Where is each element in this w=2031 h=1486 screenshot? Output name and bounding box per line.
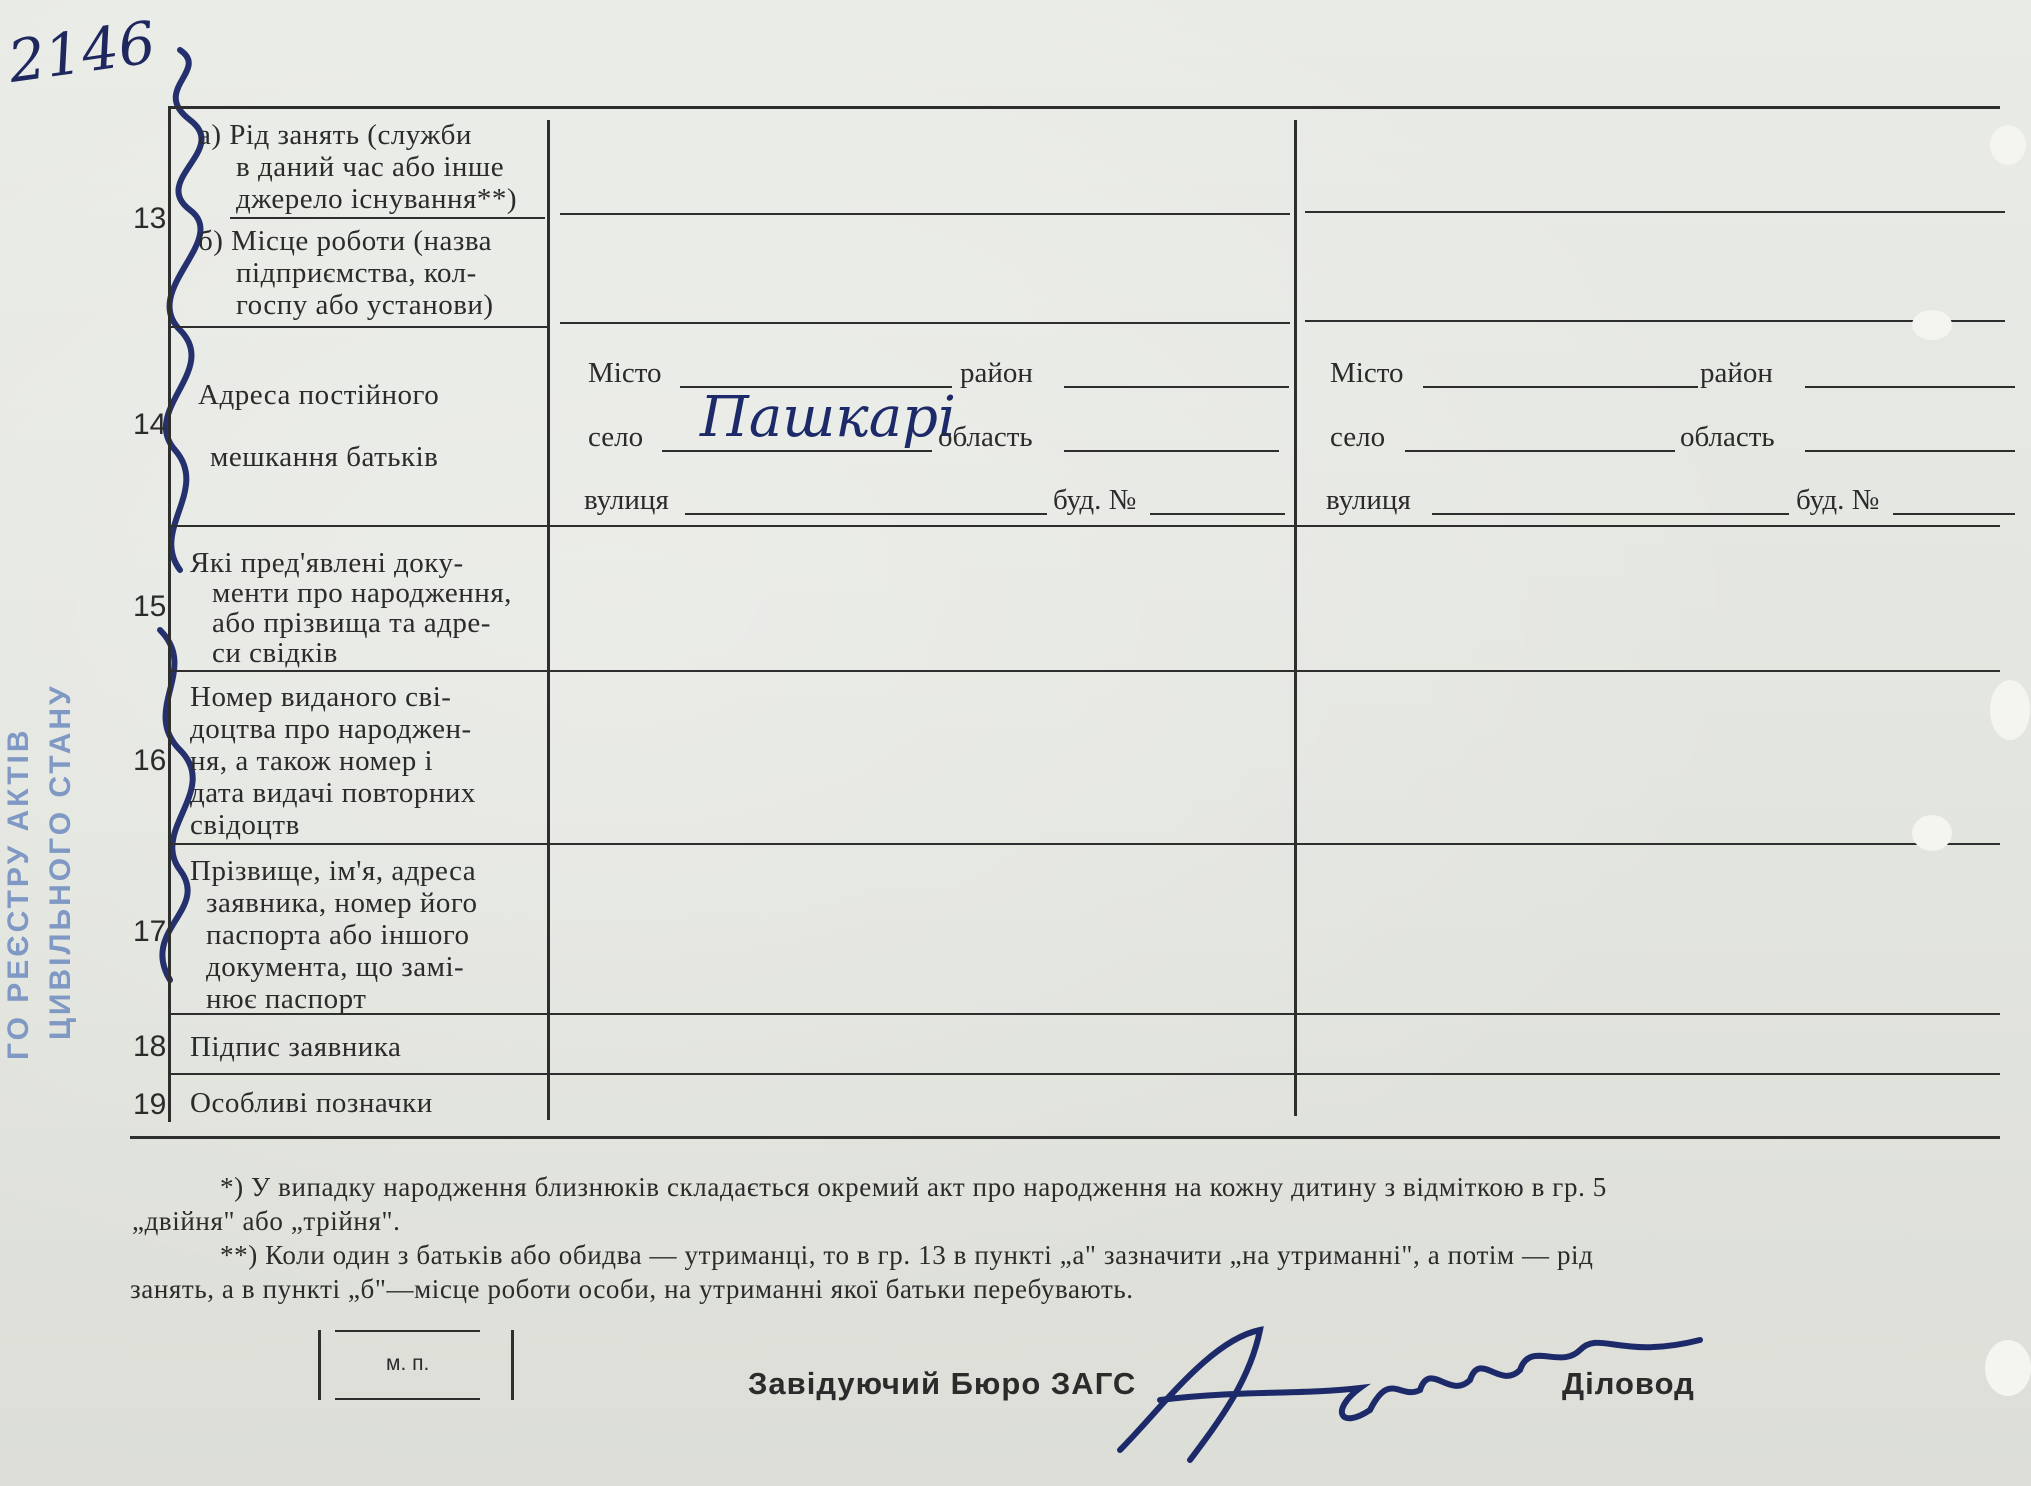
row-18-label: Підпис заявника — [190, 1031, 402, 1063]
row-15-label-1: Які пред'явлені доку- — [190, 547, 464, 579]
addr-left-region-line — [1064, 450, 1279, 452]
row-16-label-5: свідоцтв — [190, 809, 300, 841]
row-15-label-3: або прізвища та адре- — [212, 607, 491, 639]
row-sep-13a — [230, 217, 545, 219]
signature-scrawl — [1100, 1300, 1720, 1480]
row-16-label-1: Номер виданого сві- — [190, 681, 452, 713]
addr-right-city-label: Місто — [1330, 357, 1404, 389]
row-17-label-2: заявника, номер його — [206, 887, 478, 919]
addr-right-village-line — [1405, 450, 1675, 452]
clerk-label: Діловод — [1562, 1366, 1695, 1401]
addr-right-district-line — [1805, 386, 2015, 388]
row-17-label-1: Прізвище, ім'я, адреса — [190, 855, 477, 887]
addr-right-street-line — [1432, 513, 1789, 515]
row-13a-label-1: а) Рід занять (служби — [198, 119, 472, 151]
row-13b-label-3: госпу або установи) — [236, 289, 494, 321]
addr-left-house-line — [1150, 513, 1285, 515]
col-line-num — [168, 106, 171, 1122]
footnote-1-line-2: „двійня" або „трійня". — [132, 1206, 401, 1236]
addr-left-region-label: область — [938, 421, 1033, 453]
addr-left-district-label: район — [960, 357, 1033, 389]
addr-right-region-line — [1805, 450, 2015, 452]
side-stamp-line3: ЦИВІЛЬНОГО СТАНУ — [44, 683, 77, 1040]
row-15-label-4: си свідків — [212, 637, 338, 669]
row-17-number: 17 — [133, 915, 167, 948]
row-13b-label-1: б) Місце роботи (назва — [198, 225, 493, 257]
addr-right-street-label: вулиця — [1326, 484, 1411, 516]
row-sep-13 — [170, 326, 547, 328]
row-18-number: 18 — [133, 1030, 167, 1063]
punch-hole-1 — [1990, 125, 2026, 165]
addr-left-village-value: Пашкарі — [700, 385, 956, 450]
row-sep-13a-right — [1305, 211, 2005, 213]
addr-left-street-line — [685, 513, 1047, 515]
punch-hole-3 — [1990, 680, 2030, 740]
row-sep-17 — [170, 1013, 2000, 1015]
row-17-label-5: нює паспорт — [206, 983, 367, 1015]
addr-right-village-label: село — [1330, 421, 1386, 453]
row-sep-16 — [170, 843, 2000, 845]
punch-hole-4 — [1912, 815, 1952, 851]
row-13-number: 13 — [133, 202, 167, 235]
addr-left-house-label: буд. № — [1053, 484, 1137, 516]
addr-right-district-label: район — [1700, 357, 1773, 389]
punch-hole-2 — [1912, 310, 1952, 340]
row-14-label-1: Адреса постійного — [198, 379, 440, 411]
footnote-1-line-1: *) У випадку народження близнюків складається окремий акт про народження на кожну дитину з відміткою в гр. 5 — [220, 1172, 1607, 1202]
row-13a-label-3: джерело існування**) — [236, 183, 518, 215]
row-14-label-2: мешкання батьків — [210, 441, 439, 473]
col-line-label — [547, 120, 550, 1120]
addr-right-city-line — [1423, 386, 1698, 388]
addr-left-city-label: Місто — [588, 357, 662, 389]
addr-right-house-label: буд. № — [1796, 484, 1880, 516]
punch-hole-5 — [1985, 1340, 2031, 1396]
seal-label: м. п. — [386, 1352, 430, 1375]
addr-left-village-label: село — [588, 421, 644, 453]
row-17-label-3: паспорта або іншого — [206, 919, 470, 951]
seal-box-top — [335, 1330, 480, 1332]
row-14-number: 14 — [133, 408, 167, 441]
col-line-mid — [1294, 120, 1297, 1116]
row-15-number: 15 — [133, 590, 167, 623]
row-sep-13-right — [1305, 320, 2005, 322]
row-sep-14 — [170, 525, 2000, 527]
row-19-label: Особливі позначки — [190, 1087, 433, 1119]
addr-right-region-label: область — [1680, 421, 1775, 453]
table-bottom-line — [130, 1136, 2000, 1139]
addr-left-district-line — [1064, 386, 1289, 388]
row-15-label-2: менти про народження, — [212, 577, 512, 609]
row-17-label-4: документа, що замі- — [206, 951, 465, 983]
side-stamp-line2: ГО РЕЄСТРУ АКТІВ — [2, 727, 35, 1060]
table-top-line — [170, 106, 2000, 109]
row-13b-label-2: підприємства, кол- — [236, 257, 477, 289]
footnote-2-line-2: занять, а в пункті „б"—місце роботи особи, на утриманні якої батьки перебувають. — [130, 1274, 1134, 1304]
row-13a-label-2: в даний час або інше — [236, 151, 505, 183]
row-sep-13-mid — [560, 322, 1290, 324]
row-16-label-2: доцтва про народжен- — [190, 713, 472, 745]
seal-box-bottom — [335, 1398, 480, 1400]
addr-right-house-line — [1893, 513, 2015, 515]
addr-left-street-label: вулиця — [584, 484, 669, 516]
row-sep-13a-mid — [560, 213, 1290, 215]
row-16-label-4: дата видачі повторних — [190, 777, 476, 809]
row-16-number: 16 — [133, 744, 167, 777]
row-16-label-3: ня, а також номер і — [190, 745, 434, 777]
addr-left-village-line — [662, 450, 932, 452]
row-sep-15 — [170, 670, 2000, 672]
footnote-2-line-1: **) Коли один з батьків або обидва — утриманці, то в гр. 13 в пункті „а" зазначити „на утриманні", а потім — рід — [220, 1240, 1594, 1270]
head-label: Завідуючий Бюро ЗАГС — [748, 1366, 1137, 1401]
archive-number: 2146 — [3, 8, 160, 96]
row-sep-18 — [170, 1073, 2000, 1075]
row-19-number: 19 — [133, 1088, 167, 1121]
seal-box — [318, 1330, 514, 1400]
